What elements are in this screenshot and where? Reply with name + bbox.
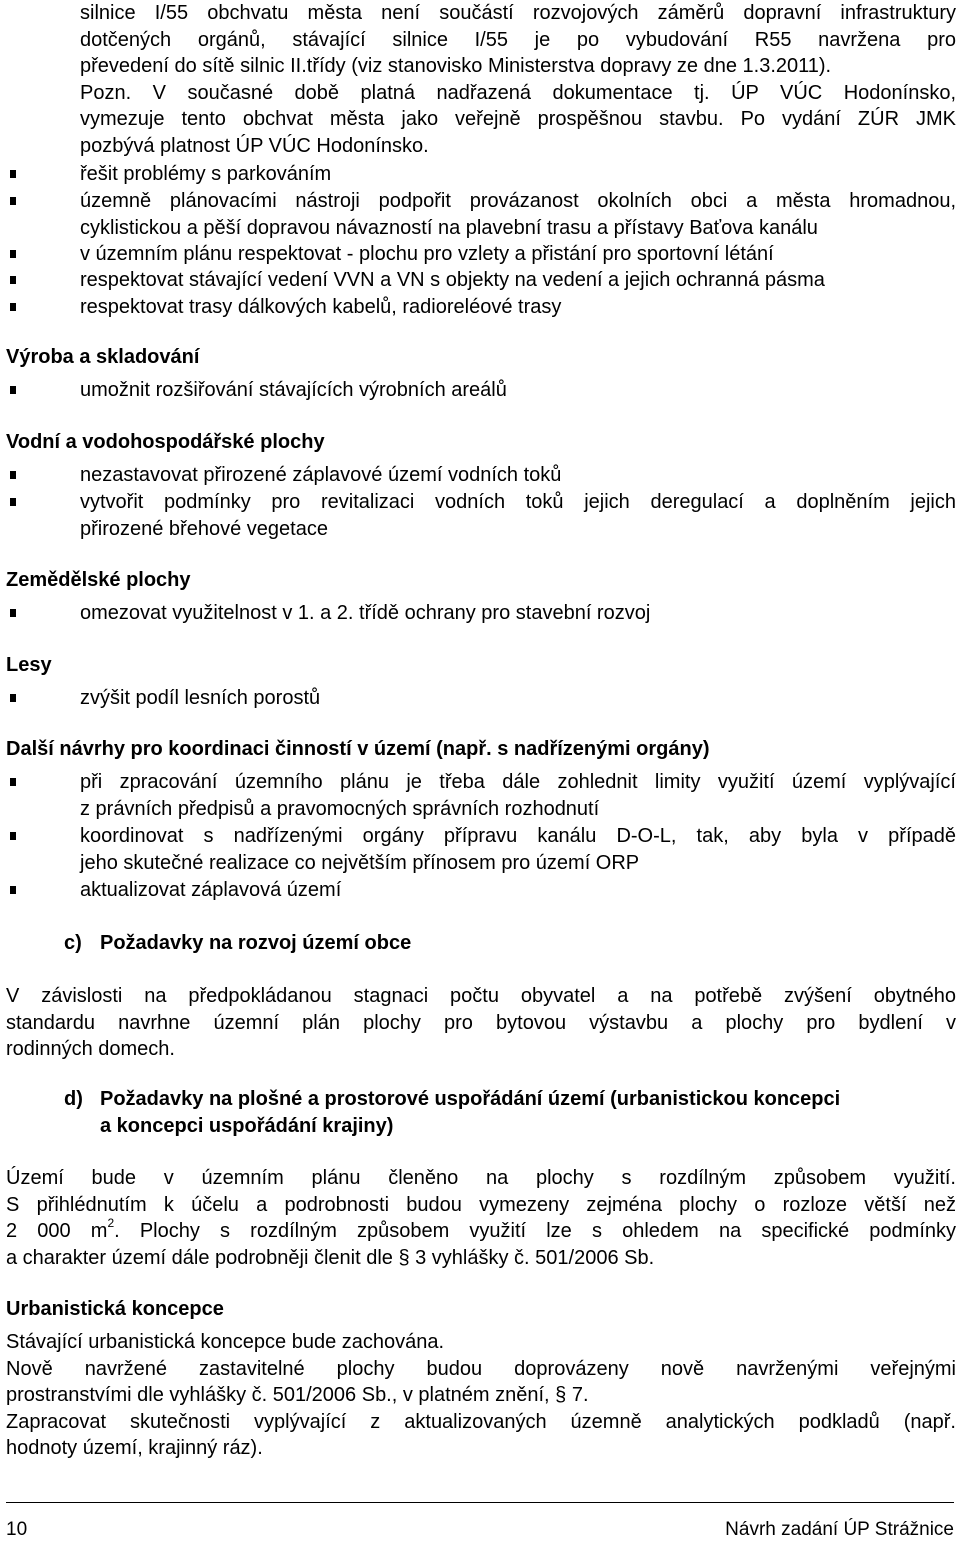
section-heading: Další návrhy pro koordinaci činností v území (např. s nadřízenými orgány) [6, 738, 710, 760]
bullet-icon [10, 197, 16, 205]
section-heading: Urbanistická koncepce [6, 1298, 224, 1320]
bullet-icon [10, 276, 16, 284]
section-heading: Zemědělské plochy [6, 569, 191, 591]
section-d-heading: d) Požadavky na plošné a prostorové uspořádání území (urbanistickou koncepci a koncepci uspořádání krajiny) [64, 1088, 841, 1137]
section-heading: Výroba a skladování [6, 346, 200, 368]
page-number: 10 [6, 1519, 28, 1540]
bullet-icon [10, 303, 16, 311]
text-line: silnice I/55 obchvatu města není součástí rozvojových záměrů dopravní infrastruktury [80, 2, 956, 24]
document-title: Návrh zadání ÚP Strážnice [725, 1519, 954, 1540]
document-page: silnice I/55 obchvatu města není součástí rozvojových záměrů dopravní infrastruktury dotčených orgánů, stávající silnice I/55 je po vybudování R55 navržena pro převedení do sítě silnic II.třídy (viz stanovisko Ministerstva dopravy ze dne 1.3.2011). Pozn. V současné době platná nadřazená dokumentace tj. ÚP VÚC Hodonínsko, vymezuje tento obchvat města jako veřejně prospěšnou stavbu. Po vydání ZÚR JMK pozbývá platnost ÚP VÚC Hodonínsko. řešit problémy s parkováním územně plánovacími nástroji podpořit provázanost okolních obci a města hromadnou, cyklistickou a pěší dopravou návazností na plavební trasu a přístavy Baťova kanálu v územním plánu respektovat - plochu pro vzlety a přistání pro sportovní létání respektovat stávající vedení VVN a VN s objekty na vedení a jejich ochranná pásma respektovat trasy dálkových kabelů, radioreléové trasy Výroba a skladování umožnit rozšiřování stávajících výrobních areálů Vodní a vodohospodářské plochy nezastavovat přirozené záplavové území vodních toků vytvořit podmínky pro revitalizaci vodních toků jejich deregulací a doplněním jejich přirozené břehové vegetace Zemědělské plochy omezovat využitelnost v 1. a 2. třídě ochrany pro stavební rozvoj Lesy zvýšit podíl lesních porostů Další návrhy pro koordinaci činností v území (např. s nadřízenými orgány) při zpracování územního plánu je třeba dále zohlednit limity využití území vyplývající z právních předpisů a pravomocných správních rozhodnutí koordinovat s nadřízenými orgány přípravu kanálu D-O-L, tak, aby byla v případě jeho skutečné realizace co největším přínosem pro území ORP aktualizovat záplavová území c) Požadavky na rozvoj území obce V závislosti na předpokládanou stagnaci počtu obyvatel a na potřebě zvýšení obytného standardu navrhne územní plán plochy pro bytovou výstavbu a plochy pro bydlení v rodinných domech. d) Požadavky na plošné a prostorové uspořádání území (urbanistickou koncepci a koncepci uspořádání krajiny) Území bude v územním plánu členěno na plochy s rozdílným způsobem využití. S přihlédnutím k účelu a podrobnosti budou vymezeny zejména plochy o rozloze větší než 2 000 $m^2$. Plochy s rozdílným způsobem využití lze s ohledem na specifické podmínky a charakter území dále podrobněji členit dle § 3 vyhlášky č. 501/2006 Sb. Urbanistická koncepce Stávající urbanistická koncepce bude zachována. Nově navržené zastavitelné plochy budou doprovázeny nově navrženými veřejnými prostranstvími dle vyhlášky č. 501/2006 Sb., v platném znění, § 7. Zapracovat skutečnosti vyplývající z aktualizovaných územně analytických podkladů (např. hodnoty území, krajinný ráz). 10 Návrh zadání ÚP Strážnice [6, 2, 957, 1540]
footer-divider [6, 1502, 954, 1503]
section-heading: Vodní a vodohospodářské plochy [6, 431, 325, 453]
bullet-icon [10, 170, 16, 178]
text-line: dotčených orgánů, stávající silnice I/55 je po vybudování R55 navržena pro [80, 28, 956, 51]
section-c-heading: c) Požadavky na rozvoj území obce [64, 932, 412, 954]
urbanisticka-paragraph: Stávající urbanistická koncepce bude zachována. Nově navržené zastavitelné plochy budou doprovázeny nově navrženými veřejnými prostranstvími dle vyhlášky č. 501/2006 Sb., v platném znění, § 7. Zapracovat skutečnosti vyplývající z aktualizovaných územně analytických podkladů (např. hodnoty území, krajinný ráz). [6, 1331, 956, 1459]
bullet-icon [10, 609, 16, 617]
text-line: Pozn. V současné době platná nadřazená dokumentace tj. ÚP VÚC Hodonínsko, [80, 81, 956, 104]
bullet-icon [10, 694, 16, 702]
section-heading: Lesy [6, 654, 52, 676]
bullet-icon [10, 886, 16, 894]
section-d-paragraph: Území bude v územním plánu členěno na plochy s rozdílným způsobem využití. S přihlédnutím k účelu a podrobnosti budou vymezeny zejména plochy o rozloze větší než 2 000 $m^2$. Plochy s rozdílným způsobem využití lze s ohledem na specifické podmínky a charakter území dále podrobněji členit dle § 3 vyhlášky č. 501/2006 Sb. [6, 1167, 957, 1269]
bullet-icon [10, 778, 16, 786]
section-c-paragraph: V závislosti na předpokládanou stagnaci počtu obyvatel a na potřebě zvýšení obytného standardu navrhne územní plán plochy pro bytovou výstavbu a plochy pro bydlení v rodinných domech. [6, 985, 956, 1060]
bullet-icon [10, 250, 16, 258]
bullet-icon [10, 386, 16, 394]
text-line: vymezuje tento obchvat města jako veřejně prospěšnou stavbu. Po vydání ZÚR JMK [80, 108, 956, 130]
bullet-icon [10, 471, 16, 479]
bullet-icon [10, 498, 16, 506]
bullet-icon [10, 832, 16, 840]
text-line: převedení do sítě silnic II.třídy (viz stanovisko Ministerstva dopravy ze dne 1.3.2011). [80, 55, 832, 77]
text-line: pozbývá platnost ÚP VÚC Hodonínsko. [80, 134, 429, 157]
